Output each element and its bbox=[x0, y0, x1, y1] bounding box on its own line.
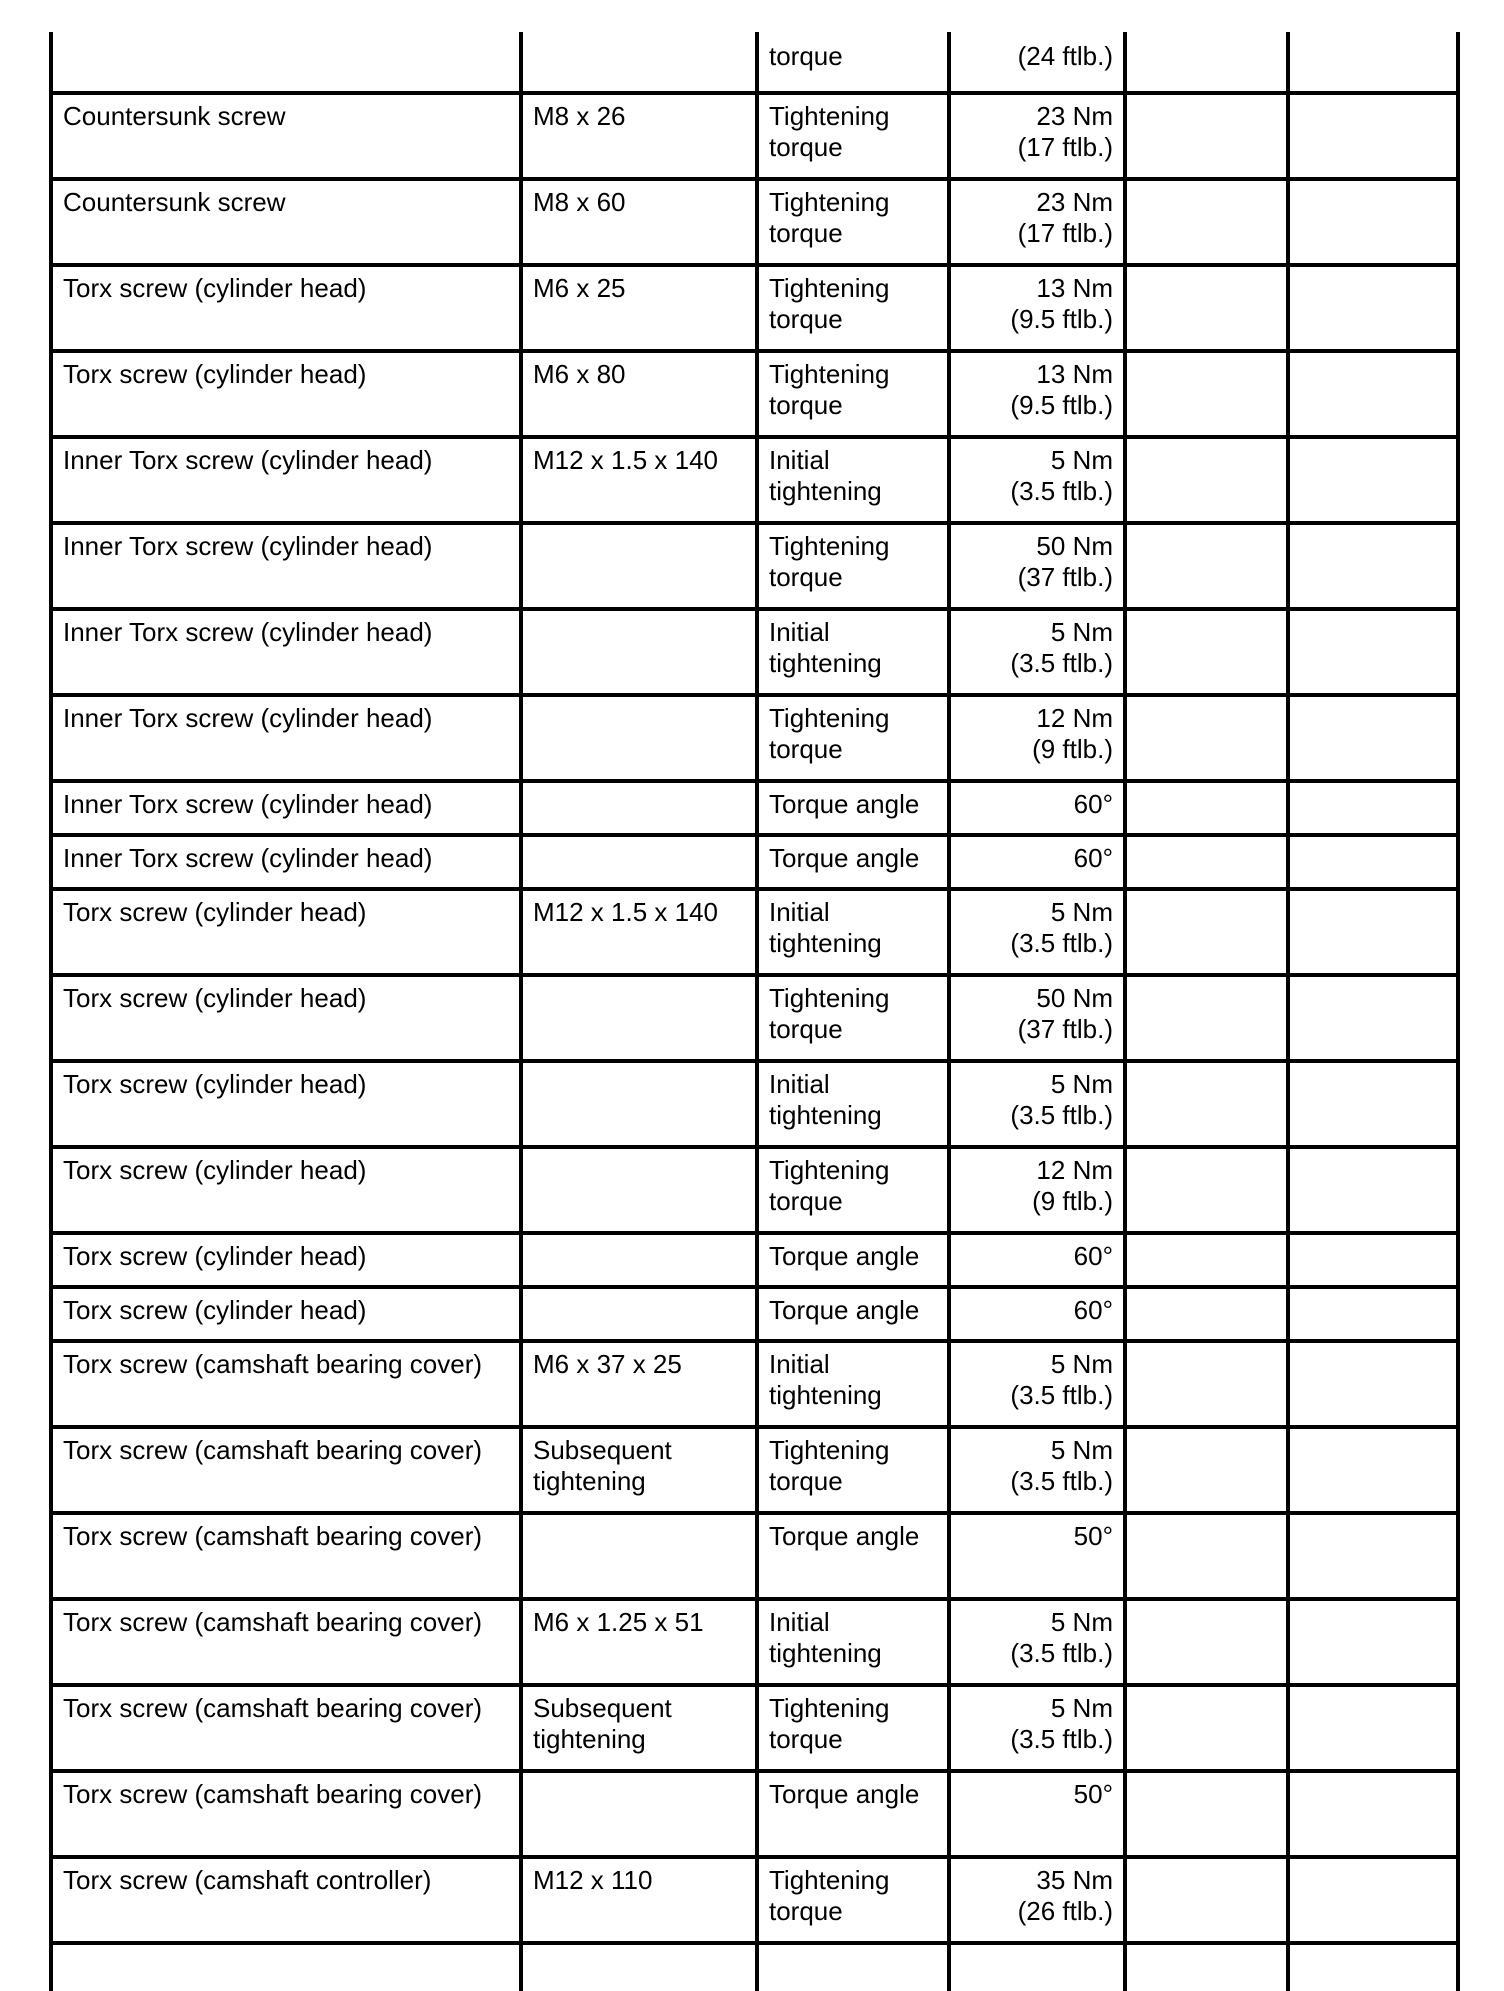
empty-cell bbox=[1288, 781, 1458, 835]
torque-value-imperial: (3.5 ftlb.) bbox=[1010, 1466, 1113, 1496]
size-text: M6 x 1.25 x 51 bbox=[533, 1607, 704, 1637]
size-text: M6 x 25 bbox=[533, 273, 626, 303]
value-cell bbox=[949, 1857, 1125, 1943]
size-cell bbox=[521, 1427, 757, 1513]
value-cell bbox=[949, 179, 1125, 265]
torque-value: 5 Nm bbox=[1050, 897, 1113, 927]
component-text: Torx screw (camshaft bearing cover) bbox=[63, 1779, 483, 1809]
table-row bbox=[51, 609, 1458, 695]
component-cell bbox=[51, 1147, 521, 1233]
procedure-cell bbox=[757, 609, 949, 695]
size-text: M8 x 60 bbox=[533, 187, 626, 217]
value-cell bbox=[949, 1771, 1125, 1857]
procedure-text: Tightening torque bbox=[769, 187, 890, 248]
size-cell bbox=[521, 1341, 757, 1427]
table-row bbox=[51, 179, 1458, 265]
procedure-text: Initial tightening bbox=[769, 617, 882, 678]
size-cell bbox=[521, 1233, 757, 1287]
size-cell bbox=[521, 609, 757, 695]
torque-value: (24 ftlb.) bbox=[1017, 41, 1113, 71]
value-cell bbox=[949, 975, 1125, 1061]
component-text: Countersunk screw bbox=[63, 101, 286, 131]
table-row bbox=[51, 93, 1458, 179]
torque-value-imperial: (3.5 ftlb.) bbox=[1010, 648, 1113, 678]
procedure-cell bbox=[757, 1147, 949, 1233]
torque-value-imperial: (9 ftlb.) bbox=[1032, 1186, 1113, 1216]
component-cell bbox=[51, 32, 521, 93]
empty-cell bbox=[1125, 1599, 1288, 1685]
component-cell bbox=[51, 523, 521, 609]
table-row bbox=[51, 523, 1458, 609]
torque-value: 50 Nm bbox=[1036, 531, 1113, 561]
value-cell bbox=[949, 351, 1125, 437]
component-text: Torx screw (camshaft bearing cover) bbox=[63, 1607, 483, 1637]
value-cell bbox=[949, 1147, 1125, 1233]
procedure-text: Tightening torque bbox=[769, 1693, 890, 1754]
value-cell bbox=[949, 781, 1125, 835]
torque-value: 12 Nm bbox=[1036, 703, 1113, 733]
procedure-text: Torque angle bbox=[769, 789, 920, 819]
torque-value: 60° bbox=[1073, 789, 1113, 819]
size-text: M12 x 110 bbox=[533, 1865, 653, 1895]
empty-cell bbox=[1288, 265, 1458, 351]
torque-value: 60° bbox=[1073, 1241, 1113, 1271]
table-row bbox=[51, 1427, 1458, 1513]
value-cell bbox=[949, 889, 1125, 975]
table-row bbox=[51, 1061, 1458, 1147]
empty-cell bbox=[1288, 1233, 1458, 1287]
torque-value: 60° bbox=[1073, 843, 1113, 873]
torque-value: 13 Nm bbox=[1036, 273, 1113, 303]
component-cell bbox=[51, 437, 521, 523]
component-cell bbox=[51, 93, 521, 179]
procedure-cell bbox=[757, 781, 949, 835]
component-cell bbox=[51, 609, 521, 695]
procedure-text: Tightening torque bbox=[769, 1435, 890, 1496]
component-text: Torx screw (cylinder head) bbox=[63, 1295, 367, 1325]
procedure-text: Initial tightening bbox=[769, 1069, 882, 1130]
component-text: Torx screw (cylinder head) bbox=[63, 359, 367, 389]
empty-cell bbox=[1125, 1147, 1288, 1233]
table-row bbox=[51, 1341, 1458, 1427]
procedure-cell bbox=[757, 889, 949, 975]
torque-value-imperial: (9.5 ftlb.) bbox=[1010, 304, 1113, 334]
empty-cell bbox=[757, 1943, 949, 1991]
procedure-text: Tightening torque bbox=[769, 1155, 890, 1216]
procedure-cell bbox=[757, 975, 949, 1061]
empty-cell bbox=[949, 1943, 1125, 1991]
component-cell bbox=[51, 889, 521, 975]
torque-value: 5 Nm bbox=[1050, 1349, 1113, 1379]
component-text: Torx screw (cylinder head) bbox=[63, 897, 367, 927]
procedure-cell bbox=[757, 1771, 949, 1857]
empty-cell bbox=[1288, 1513, 1458, 1599]
size-text: M6 x 80 bbox=[533, 359, 626, 389]
torque-value-imperial: (3.5 ftlb.) bbox=[1010, 1380, 1113, 1410]
table-row bbox=[51, 265, 1458, 351]
size-text: M12 x 1.5 x 140 bbox=[533, 445, 718, 475]
table-row bbox=[51, 351, 1458, 437]
torque-specification-table bbox=[49, 32, 1460, 1991]
table-row bbox=[51, 32, 1458, 93]
torque-value-imperial: (9 ftlb.) bbox=[1032, 734, 1113, 764]
procedure-cell bbox=[757, 179, 949, 265]
procedure-cell bbox=[757, 32, 949, 93]
torque-value: 5 Nm bbox=[1050, 1435, 1113, 1465]
component-text: Torx screw (cylinder head) bbox=[63, 1155, 367, 1185]
component-text: Torx screw (cylinder head) bbox=[63, 273, 367, 303]
empty-cell bbox=[1288, 1061, 1458, 1147]
component-cell bbox=[51, 1771, 521, 1857]
procedure-cell bbox=[757, 1857, 949, 1943]
torque-value: 35 Nm bbox=[1036, 1865, 1113, 1895]
procedure-cell bbox=[757, 523, 949, 609]
empty-cell bbox=[1288, 975, 1458, 1061]
component-text: Countersunk screw bbox=[63, 187, 286, 217]
table-row bbox=[51, 1599, 1458, 1685]
component-text: Torx screw (cylinder head) bbox=[63, 983, 367, 1013]
empty-cell bbox=[1288, 1857, 1458, 1943]
table-row bbox=[51, 1147, 1458, 1233]
empty-cell bbox=[51, 1943, 521, 1991]
empty-cell bbox=[1125, 437, 1288, 523]
component-text: Torx screw (camshaft bearing cover) bbox=[63, 1349, 483, 1379]
component-cell bbox=[51, 1685, 521, 1771]
component-cell bbox=[51, 265, 521, 351]
empty-cell bbox=[1125, 1857, 1288, 1943]
component-text: Inner Torx screw (cylinder head) bbox=[63, 843, 433, 873]
empty-cell bbox=[1288, 179, 1458, 265]
size-cell bbox=[521, 1513, 757, 1599]
table-row bbox=[51, 1685, 1458, 1771]
torque-value-imperial: (37 ftlb.) bbox=[1017, 1014, 1113, 1044]
size-cell bbox=[521, 695, 757, 781]
empty-cell bbox=[1288, 1147, 1458, 1233]
procedure-cell bbox=[757, 1685, 949, 1771]
torque-value-imperial: (3.5 ftlb.) bbox=[1010, 1638, 1113, 1668]
value-cell bbox=[949, 695, 1125, 781]
procedure-text: Tightening torque bbox=[769, 531, 890, 592]
component-cell bbox=[51, 1341, 521, 1427]
empty-cell bbox=[1125, 609, 1288, 695]
torque-value-imperial: (26 ftlb.) bbox=[1017, 1896, 1113, 1926]
empty-cell bbox=[1125, 1287, 1288, 1341]
empty-cell bbox=[521, 1943, 757, 1991]
procedure-cell bbox=[757, 351, 949, 437]
torque-value-imperial: (3.5 ftlb.) bbox=[1010, 476, 1113, 506]
component-cell bbox=[51, 179, 521, 265]
value-cell bbox=[949, 1685, 1125, 1771]
empty-cell bbox=[1288, 1771, 1458, 1857]
component-text: Inner Torx screw (cylinder head) bbox=[63, 703, 433, 733]
empty-cell bbox=[1125, 523, 1288, 609]
component-cell bbox=[51, 1427, 521, 1513]
procedure-cell bbox=[757, 1599, 949, 1685]
empty-cell bbox=[1288, 1287, 1458, 1341]
procedure-text: Tightening torque bbox=[769, 101, 890, 162]
procedure-cell bbox=[757, 93, 949, 179]
procedure-text: Tightening torque bbox=[769, 273, 890, 334]
empty-cell bbox=[1288, 1341, 1458, 1427]
component-cell bbox=[51, 1857, 521, 1943]
size-cell bbox=[521, 179, 757, 265]
empty-cell bbox=[1125, 781, 1288, 835]
empty-cell bbox=[1288, 32, 1458, 93]
value-cell bbox=[949, 1513, 1125, 1599]
torque-value-imperial: (3.5 ftlb.) bbox=[1010, 928, 1113, 958]
empty-cell bbox=[1125, 1513, 1288, 1599]
torque-value: 12 Nm bbox=[1036, 1155, 1113, 1185]
empty-cell bbox=[1288, 437, 1458, 523]
value-cell bbox=[949, 523, 1125, 609]
value-cell bbox=[949, 265, 1125, 351]
component-cell bbox=[51, 1513, 521, 1599]
component-text: Inner Torx screw (cylinder head) bbox=[63, 617, 433, 647]
procedure-text: torque bbox=[769, 41, 843, 71]
size-text: M12 x 1.5 x 140 bbox=[533, 897, 718, 927]
empty-cell bbox=[1288, 695, 1458, 781]
empty-cell bbox=[1288, 1427, 1458, 1513]
torque-value-imperial: (17 ftlb.) bbox=[1017, 218, 1113, 248]
empty-cell bbox=[1288, 93, 1458, 179]
value-cell bbox=[949, 835, 1125, 889]
procedure-text: Initial tightening bbox=[769, 897, 882, 958]
component-text: Torx screw (camshaft bearing cover) bbox=[63, 1435, 483, 1465]
torque-value: 50° bbox=[1073, 1521, 1113, 1551]
empty-cell bbox=[1125, 1943, 1288, 1991]
empty-cell bbox=[1125, 93, 1288, 179]
component-text: Torx screw (camshaft controller) bbox=[63, 1865, 432, 1895]
size-cell bbox=[521, 1771, 757, 1857]
value-cell bbox=[949, 1061, 1125, 1147]
value-cell bbox=[949, 93, 1125, 179]
procedure-text: Torque angle bbox=[769, 843, 920, 873]
torque-value: 50 Nm bbox=[1036, 983, 1113, 1013]
empty-cell bbox=[1125, 179, 1288, 265]
size-cell bbox=[521, 351, 757, 437]
procedure-cell bbox=[757, 835, 949, 889]
procedure-text: Tightening torque bbox=[769, 359, 890, 420]
empty-cell bbox=[1288, 1599, 1458, 1685]
empty-cell bbox=[1288, 1943, 1458, 1991]
procedure-text: Initial tightening bbox=[769, 1349, 882, 1410]
table-row bbox=[51, 695, 1458, 781]
component-cell bbox=[51, 975, 521, 1061]
table-row bbox=[51, 835, 1458, 889]
torque-value: 23 Nm bbox=[1036, 187, 1113, 217]
size-cell bbox=[521, 1147, 757, 1233]
size-cell bbox=[521, 93, 757, 179]
empty-cell bbox=[1125, 1233, 1288, 1287]
size-cell bbox=[521, 975, 757, 1061]
component-cell bbox=[51, 695, 521, 781]
size-cell bbox=[521, 889, 757, 975]
component-cell bbox=[51, 1287, 521, 1341]
component-text: Inner Torx screw (cylinder head) bbox=[63, 445, 433, 475]
procedure-text: Tightening torque bbox=[769, 1865, 890, 1926]
component-cell bbox=[51, 835, 521, 889]
empty-cell bbox=[1288, 889, 1458, 975]
empty-cell bbox=[1125, 32, 1288, 93]
component-text: Torx screw (cylinder head) bbox=[63, 1069, 367, 1099]
empty-cell bbox=[1125, 975, 1288, 1061]
empty-cell bbox=[1288, 1685, 1458, 1771]
procedure-text: Tightening torque bbox=[769, 983, 890, 1044]
size-cell bbox=[521, 781, 757, 835]
size-cell bbox=[521, 32, 757, 93]
size-cell bbox=[521, 265, 757, 351]
procedure-text: Torque angle bbox=[769, 1295, 920, 1325]
procedure-text: Tightening torque bbox=[769, 703, 890, 764]
procedure-cell bbox=[757, 1513, 949, 1599]
size-cell bbox=[521, 835, 757, 889]
empty-cell bbox=[1125, 351, 1288, 437]
procedure-cell bbox=[757, 437, 949, 523]
procedure-text: Torque angle bbox=[769, 1241, 920, 1271]
size-text: M8 x 26 bbox=[533, 101, 626, 131]
value-cell bbox=[949, 609, 1125, 695]
torque-value: 5 Nm bbox=[1050, 1693, 1113, 1723]
value-cell bbox=[949, 1341, 1125, 1427]
table-row bbox=[51, 1857, 1458, 1943]
size-text: Subsequent tightening bbox=[533, 1435, 672, 1496]
component-cell bbox=[51, 1233, 521, 1287]
procedure-text: Initial tightening bbox=[769, 445, 882, 506]
size-cell bbox=[521, 1287, 757, 1341]
procedure-cell bbox=[757, 1287, 949, 1341]
procedure-text: Torque angle bbox=[769, 1521, 920, 1551]
empty-cell bbox=[1125, 889, 1288, 975]
value-cell bbox=[949, 1233, 1125, 1287]
value-cell bbox=[949, 32, 1125, 93]
empty-cell bbox=[1125, 265, 1288, 351]
empty-cell bbox=[1288, 609, 1458, 695]
size-text: M6 x 37 x 25 bbox=[533, 1349, 682, 1379]
torque-value-imperial: (17 ftlb.) bbox=[1017, 132, 1113, 162]
procedure-cell bbox=[757, 695, 949, 781]
torque-value: 60° bbox=[1073, 1295, 1113, 1325]
size-cell bbox=[521, 1685, 757, 1771]
size-cell bbox=[521, 437, 757, 523]
torque-value-imperial: (37 ftlb.) bbox=[1017, 562, 1113, 592]
size-text: Subsequent tightening bbox=[533, 1693, 672, 1754]
component-cell bbox=[51, 781, 521, 835]
torque-value: 23 Nm bbox=[1036, 101, 1113, 131]
size-cell bbox=[521, 1061, 757, 1147]
component-text: Torx screw (camshaft bearing cover) bbox=[63, 1693, 483, 1723]
table-row bbox=[51, 437, 1458, 523]
value-cell bbox=[949, 437, 1125, 523]
table-row bbox=[51, 1771, 1458, 1857]
procedure-cell bbox=[757, 1233, 949, 1287]
procedure-cell bbox=[757, 1341, 949, 1427]
torque-value-imperial: (3.5 ftlb.) bbox=[1010, 1724, 1113, 1754]
empty-cell bbox=[1125, 835, 1288, 889]
empty-cell bbox=[1288, 835, 1458, 889]
torque-value: 5 Nm bbox=[1050, 617, 1113, 647]
empty-cell bbox=[1125, 1685, 1288, 1771]
size-cell bbox=[521, 523, 757, 609]
procedure-cell bbox=[757, 1427, 949, 1513]
component-text: Inner Torx screw (cylinder head) bbox=[63, 789, 433, 819]
table-row bbox=[51, 781, 1458, 835]
empty-cell bbox=[1125, 695, 1288, 781]
table-row bbox=[51, 1943, 1458, 1991]
component-text: Inner Torx screw (cylinder head) bbox=[63, 531, 433, 561]
component-cell bbox=[51, 1061, 521, 1147]
table-row bbox=[51, 1513, 1458, 1599]
torque-value: 5 Nm bbox=[1050, 1607, 1113, 1637]
procedure-cell bbox=[757, 1061, 949, 1147]
table-body bbox=[51, 32, 1458, 1991]
empty-cell bbox=[1125, 1427, 1288, 1513]
empty-cell bbox=[1288, 351, 1458, 437]
torque-value-imperial: (9.5 ftlb.) bbox=[1010, 390, 1113, 420]
table-row bbox=[51, 975, 1458, 1061]
size-cell bbox=[521, 1857, 757, 1943]
procedure-text: Torque angle bbox=[769, 1779, 920, 1809]
torque-value: 5 Nm bbox=[1050, 445, 1113, 475]
component-cell bbox=[51, 351, 521, 437]
torque-value-imperial: (3.5 ftlb.) bbox=[1010, 1100, 1113, 1130]
torque-value: 5 Nm bbox=[1050, 1069, 1113, 1099]
procedure-text: Initial tightening bbox=[769, 1607, 882, 1668]
procedure-cell bbox=[757, 265, 949, 351]
empty-cell bbox=[1125, 1341, 1288, 1427]
size-cell bbox=[521, 1599, 757, 1685]
value-cell bbox=[949, 1427, 1125, 1513]
component-cell bbox=[51, 1599, 521, 1685]
table-row bbox=[51, 889, 1458, 975]
component-text: Torx screw (cylinder head) bbox=[63, 1241, 367, 1271]
table-row bbox=[51, 1233, 1458, 1287]
value-cell bbox=[949, 1287, 1125, 1341]
component-text: Torx screw (camshaft bearing cover) bbox=[63, 1521, 483, 1551]
empty-cell bbox=[1125, 1061, 1288, 1147]
value-cell bbox=[949, 1599, 1125, 1685]
torque-value: 13 Nm bbox=[1036, 359, 1113, 389]
table-row bbox=[51, 1287, 1458, 1341]
torque-value: 50° bbox=[1073, 1779, 1113, 1809]
empty-cell bbox=[1125, 1771, 1288, 1857]
empty-cell bbox=[1288, 523, 1458, 609]
